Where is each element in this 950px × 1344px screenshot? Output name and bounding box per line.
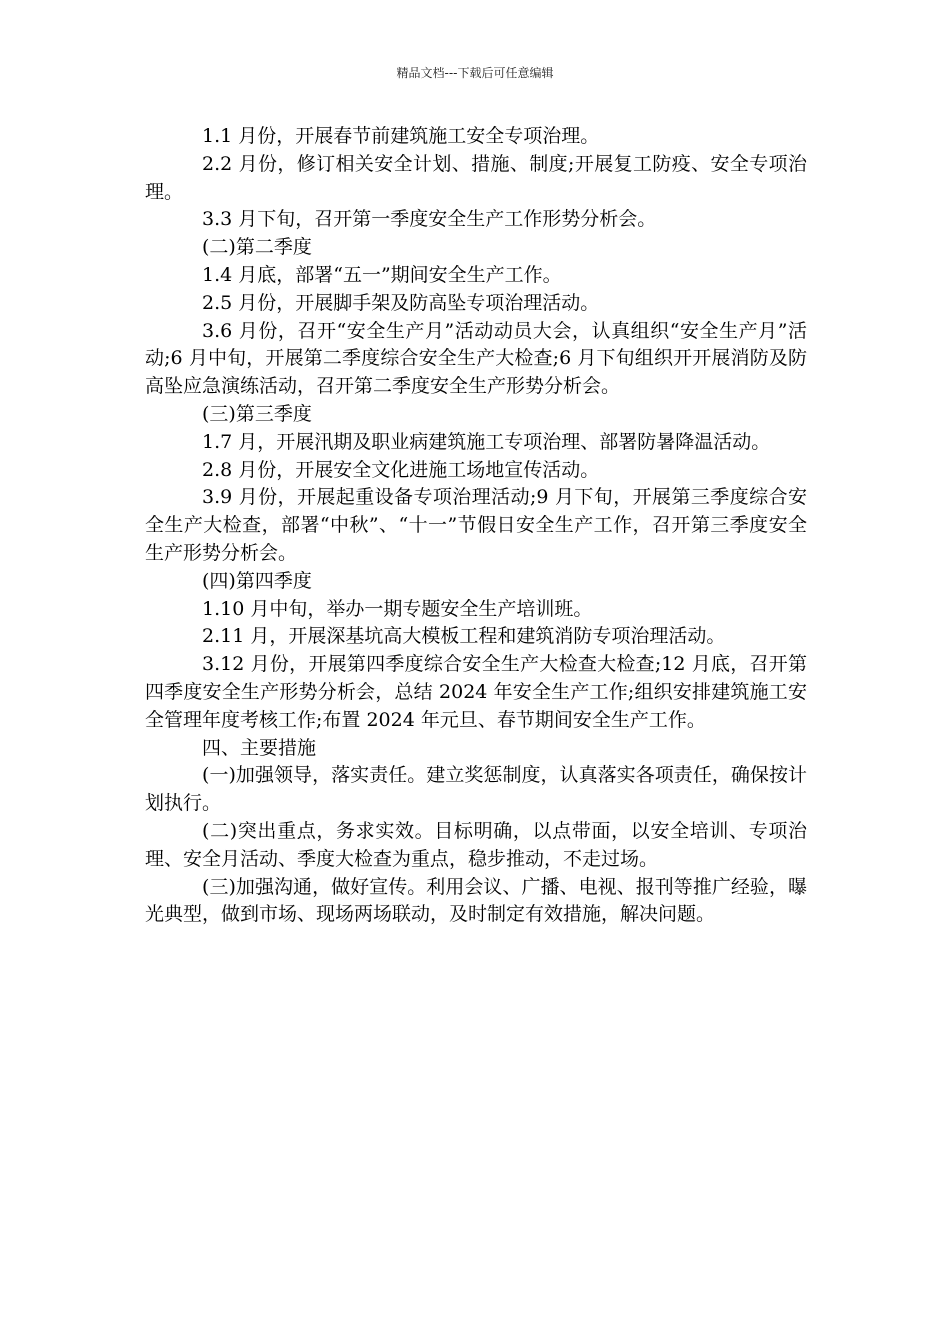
section-heading-q4: (四)第四季度 xyxy=(202,569,312,592)
paragraph-q2-item-1: 1.4 月底，部署“五一”期间安全生产工作。 xyxy=(202,263,562,286)
section-heading-q3: (三)第三季度 xyxy=(202,402,312,425)
paragraph-q3-item-2: 2.8 月份，开展安全文化进施工场地宣传活动。 xyxy=(202,458,600,481)
paragraph-q1-item-2: 2.2 月份，修订相关安全计划、措施、制度;开展复工防疫、安全专项治理。 xyxy=(145,152,807,203)
paragraph-measure-1: (一)加强领导，落实责任。建立奖惩制度，认真落实各项责任，确保按计划执行。 xyxy=(145,764,807,815)
paragraph-q3-item-1: 1.7 月，开展汛期及职业病建筑施工专项治理、部署防暑降温活动。 xyxy=(202,430,771,453)
section-heading-measures: 四、主要措施 xyxy=(202,736,317,759)
paragraph-measure-3: (三)加强沟通，做好宣传。利用会议、广播、电视、报刊等推广经验，曝光典型，做到市场、现场两场联动，及时制定有效措施，解决问题。 xyxy=(145,875,807,926)
document-body xyxy=(145,123,807,929)
paragraph-q2-item-2: 2.5 月份，开展脚手架及防高坠专项治理活动。 xyxy=(202,291,600,314)
paragraph-q1-item-1: 1.1 月份，开展春节前建筑施工安全专项治理。 xyxy=(202,125,600,147)
section-heading-q2: (二)第二季度 xyxy=(202,236,312,259)
paragraph-q3-item-3: 3.9 月份，开展起重设备专项治理活动;9 月下旬，开展第三季度综合安全生产大检查，部署“中秋”、“十一”节假日安全生产工作，召开第三季度安全生产形势分析会。 xyxy=(145,486,807,564)
paragraph-measure-2: (二)突出重点，务求实效。目标明确，以点带面，以安全培训、专项治理、安全月活动、季度大检查为重点，稳步推动，不走过场。 xyxy=(145,819,807,870)
paragraph-q4-item-1: 1.10 月中旬，举办一期专题安全生产培训班。 xyxy=(202,597,593,620)
paragraph-q4-item-3: 3.12 月份，开展第四季度综合安全生产大检查大检查;12 月底，召开第四季度安全生产形势分析会，总结 2024 年安全生产工作;组织安排建筑施工安全管理年度考核工作;布置 2024 年元旦、春节期间安全生产工作。 xyxy=(145,653,807,731)
paragraph-q1-item-3: 3.3 月下旬，召开第一季度安全生产工作形势分析会。 xyxy=(202,208,657,231)
paragraph-q2-item-3: 3.6 月份，召开“安全生产月”活动动员大会，认真组织“安全生产月”活动;6 月中旬，开展第二季度综合安全生产大检查;6 月下旬组织开开展消防及防高坠应急演练活动，召开第二季度安全生产形势分析会。 xyxy=(145,319,807,398)
page-header: 精品文档---下载后可任意编辑 xyxy=(396,66,554,80)
paragraph-q4-item-2: 2.11 月，开展深基坑高大模板工程和建筑消防专项治理活动。 xyxy=(202,625,726,648)
